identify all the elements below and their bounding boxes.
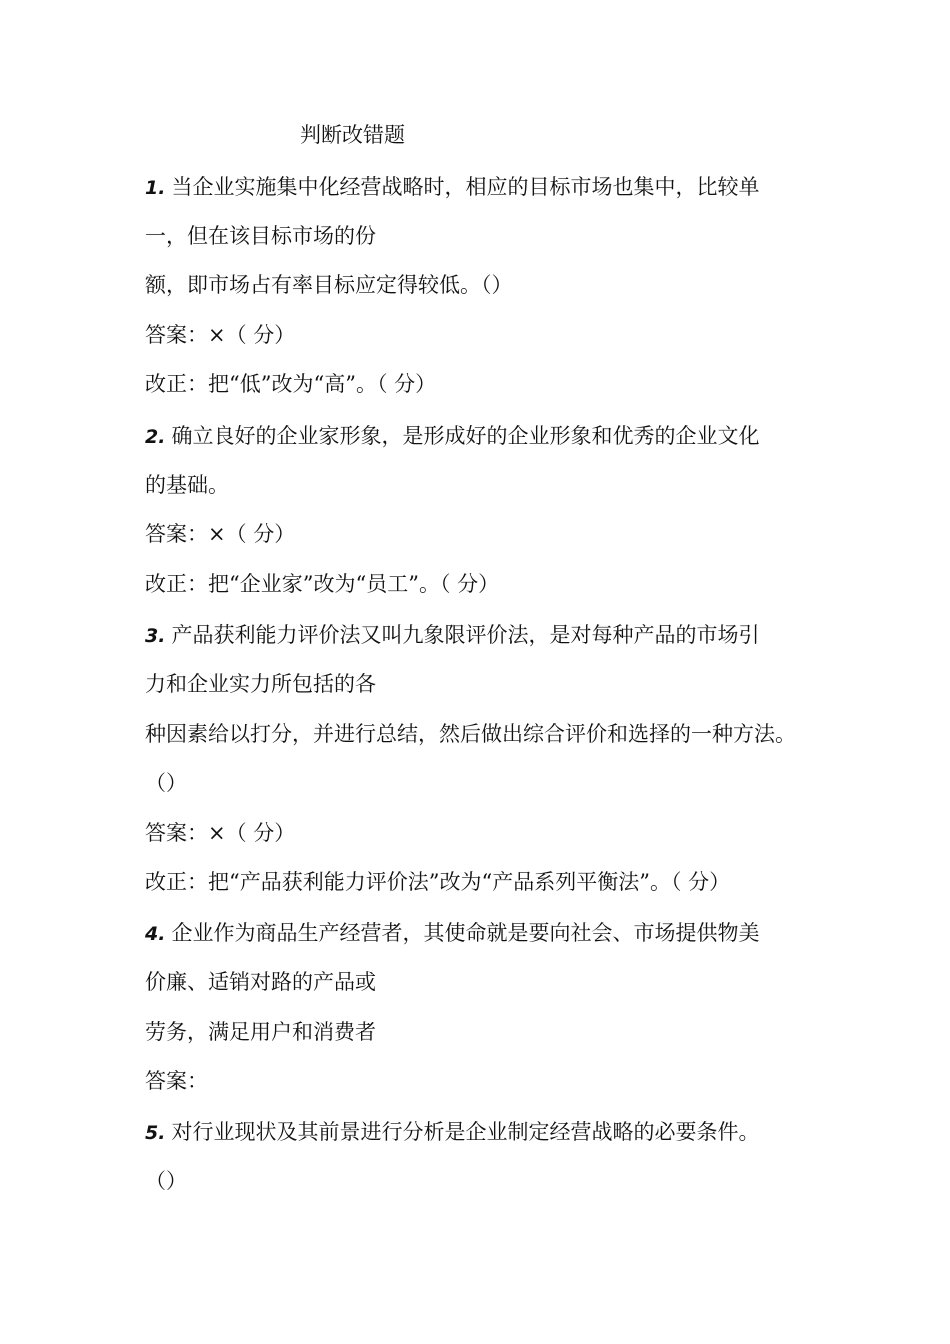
question-2-correction: 改正：把“企业家”改为“员工”。（ 分） <box>145 572 500 596</box>
question-3-line-1 <box>145 620 759 651</box>
question-number: 2. <box>145 426 166 448</box>
question-3-line-3: 种因素给以打分，并进行总结，然后做出综合评价和选择的一种方法。 <box>145 722 796 746</box>
page-title: 判断改错题 <box>300 123 405 147</box>
question-2-line-2: 的基础。 <box>145 473 229 497</box>
question-text: 对行业现状及其前景进行分析是企业制定经营战略的必要条件。 <box>171 1120 760 1144</box>
question-1-line-1 <box>145 172 759 203</box>
question-2-answer: 答案：×（ 分） <box>145 522 296 546</box>
question-3-answer: 答案：×（ 分） <box>145 821 296 845</box>
question-number: 1. <box>145 177 166 199</box>
question-number: 5. <box>145 1122 166 1144</box>
question-4-line-2: 价廉、适销对路的产品或 <box>145 970 376 994</box>
question-3-correction: 改正：把“产品获利能力评价法”改为“产品系列平衡法”。（ 分） <box>145 870 731 894</box>
question-4-answer: 答案： <box>145 1069 208 1093</box>
question-text: 产品获利能力评价法又叫九象限评价法，是对每种产品的市场引 <box>171 623 760 647</box>
question-5-line-2: （） <box>145 1169 187 1193</box>
question-number: 4. <box>145 923 166 945</box>
question-text: 确立良好的企业家形象，是形成好的企业形象和优秀的企业文化 <box>171 424 760 448</box>
question-4-line-1 <box>145 918 759 949</box>
question-3-line-2: 力和企业实力所包括的各 <box>145 672 376 696</box>
question-4-line-3: 劳务，满足用户和消费者 <box>145 1020 376 1044</box>
question-5-line-1 <box>145 1117 759 1148</box>
question-1-correction: 改正：把“低”改为“高”。（ 分） <box>145 372 437 396</box>
question-text: 企业作为商品生产经营者，其使命就是要向社会、市场提供物美 <box>171 921 760 945</box>
question-1-answer: 答案：×（ 分） <box>145 323 296 347</box>
question-number: 3. <box>145 625 166 647</box>
question-3-line-4: （） <box>145 771 187 795</box>
question-2-line-1 <box>145 421 759 452</box>
question-1-line-3: 额，即市场占有率目标应定得较低。（） <box>145 273 513 297</box>
question-1-line-2: 一，但在该目标市场的份 <box>145 224 376 248</box>
question-text: 当企业实施集中化经营战略时，相应的目标市场也集中，比较单 <box>171 175 760 199</box>
